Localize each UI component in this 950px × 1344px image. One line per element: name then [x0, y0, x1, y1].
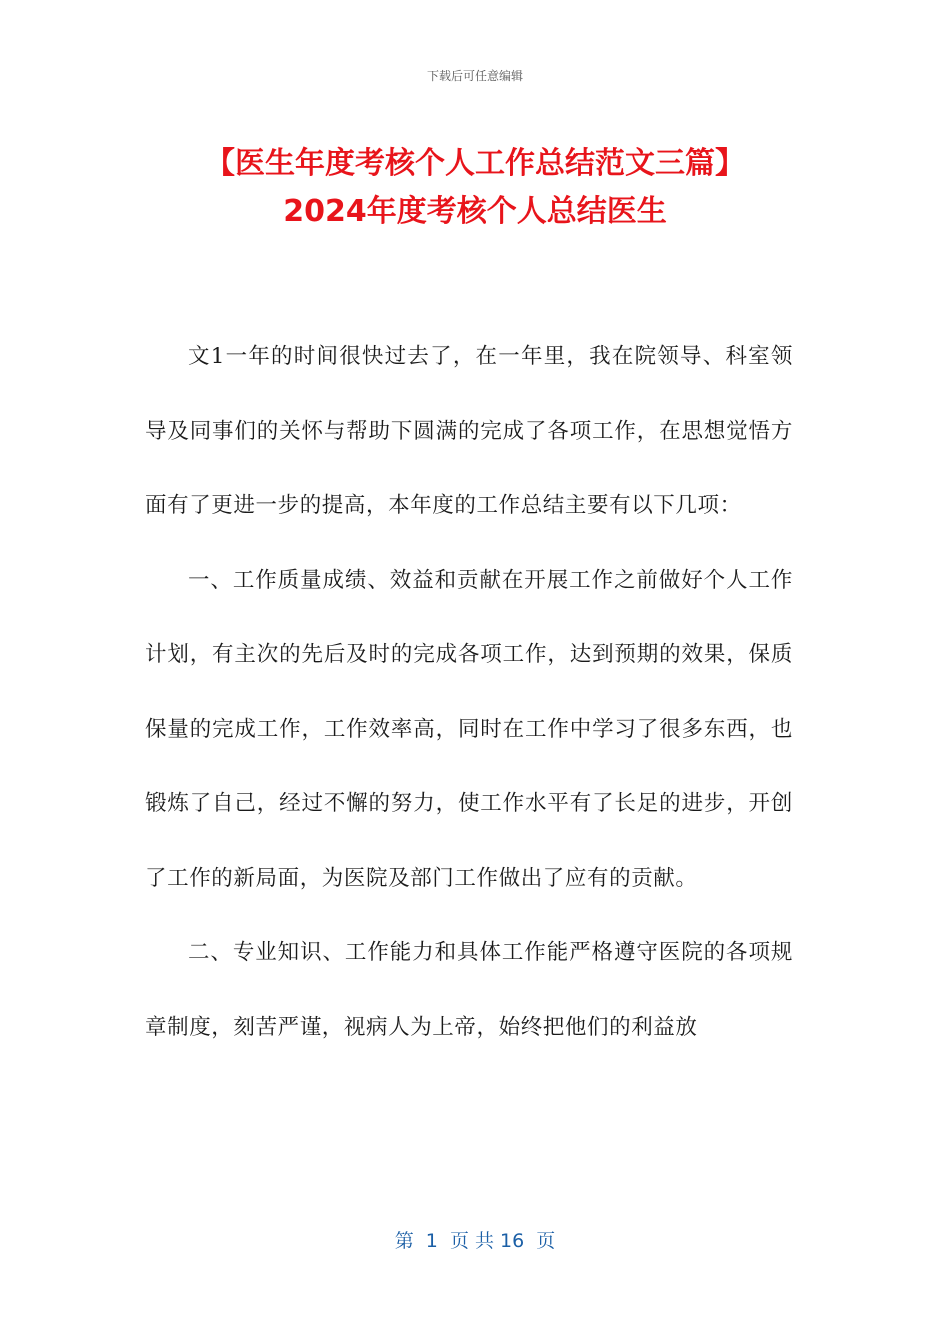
paragraph-2: 一、工作质量成绩、效益和贡献在开展工作之前做好个人工作计划，有主次的先后及时的完成各项工作，达到预期的效果，保质保量的完成工作，工作效率高，同时在工作中学习了很多东西，也锻炼了自己，经过不懈的努力，使工作水平有了长足的进步，开创了工作的新局面，为医院及部门工作做出了应有的贡献。 — [145, 567, 793, 891]
paragraph-3: 二、专业知识、工作能力和具体工作能严格遵守医院的各项规章制度，刻苦严谨，视病人为上帝，始终把他们的利益放 — [145, 940, 793, 1040]
title-line-1: 【医生年度考核个人工作总结范文三篇】 — [205, 146, 745, 181]
title-line-2: 2024年度考核个人总结医生 — [283, 194, 667, 229]
document-title — [100, 140, 850, 236]
header-note: 下载后可任意编辑 — [426, 69, 523, 83]
page-footer: 第 1 页 共 16 页 — [394, 1230, 556, 1252]
document-body — [145, 320, 793, 1065]
paragraph-1: 文1一年的时间很快过去了，在一年里，我在院领导、科室领导及同事们的关怀与帮助下圆满的完成了各项工作，在思想觉悟方面有了更进一步的提高，本年度的工作总结主要有以下几项： — [145, 344, 793, 518]
